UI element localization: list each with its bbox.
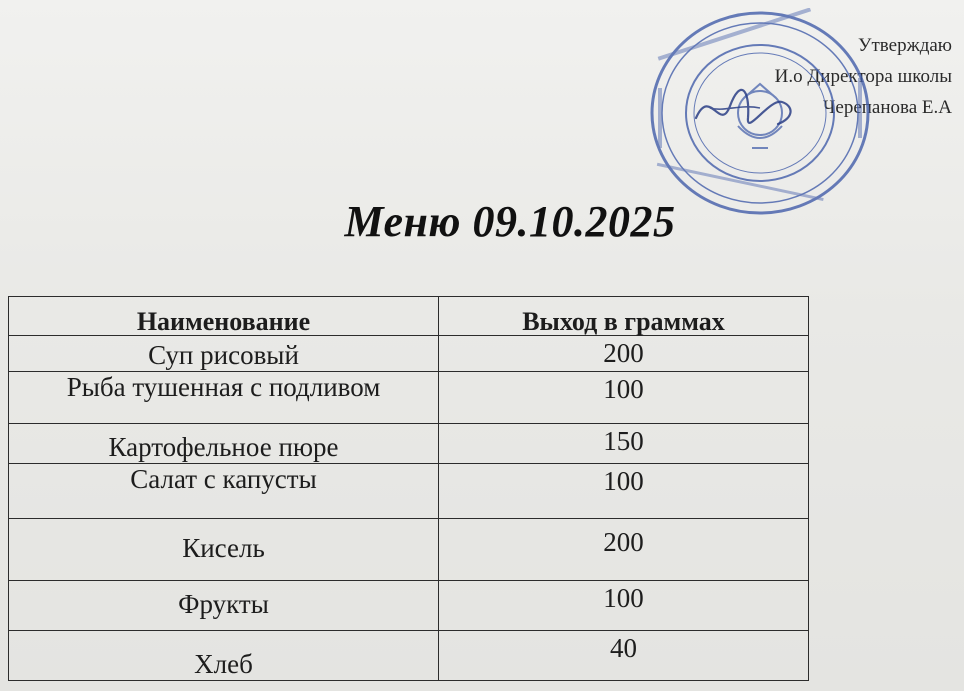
table-row <box>9 631 809 681</box>
dish-grams: 100 <box>439 581 809 631</box>
dish-name: Кисель <box>9 519 439 581</box>
table-row <box>9 424 809 464</box>
approval-line-approve: Утверждаю <box>858 35 952 56</box>
page-title: Меню 09.10.2025 <box>344 197 676 246</box>
table-row <box>9 464 809 519</box>
dish-grams: 200 <box>439 519 809 581</box>
dish-grams: 100 <box>439 372 809 424</box>
dish-name: Хлеб <box>9 631 439 681</box>
column-header-name: Наименование <box>9 297 439 336</box>
table-row <box>9 581 809 631</box>
approval-line-name: Черепанова Е.А <box>823 97 952 118</box>
dish-grams: 40 <box>439 631 809 681</box>
table-header-row <box>9 297 809 336</box>
dish-name: Суп рисовый <box>9 336 439 372</box>
menu-table <box>8 296 809 681</box>
column-header-grams: Выход в граммах <box>439 297 809 336</box>
table-row <box>9 372 809 424</box>
dish-name: Салат с капусты <box>9 464 439 519</box>
dish-name: Фрукты <box>9 581 439 631</box>
dish-name: Рыба тушенная с подливом <box>9 372 439 424</box>
dish-name: Картофельное пюре <box>9 424 439 464</box>
table-row <box>9 336 809 372</box>
dish-grams: 150 <box>439 424 809 464</box>
approval-line-position: И.о Директора школы <box>774 66 952 87</box>
approval-block <box>690 30 952 123</box>
dish-grams: 100 <box>439 464 809 519</box>
table-row <box>9 519 809 581</box>
dish-grams: 200 <box>439 336 809 372</box>
